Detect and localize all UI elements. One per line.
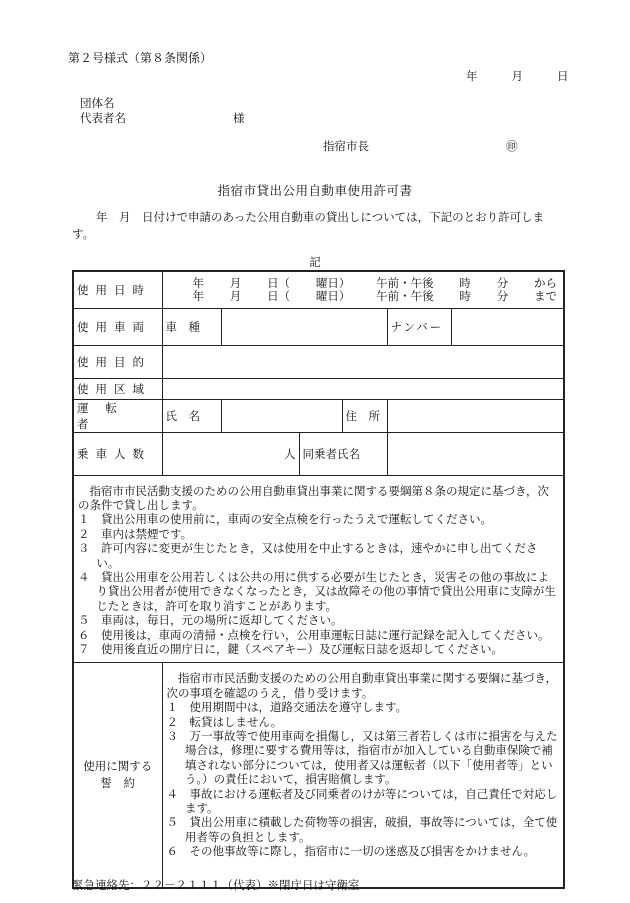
pledge-label-line1: 使用に関する (83, 759, 153, 774)
pledge-box (162, 663, 564, 888)
pledge-item: ５ 貸出公用車に積載した荷物等の損害，破損，事故等については，全て使用者等の負担とします。 (166, 815, 558, 844)
form-number: 第２号様式（第８条関係） (68, 51, 213, 65)
condition-item: ２ 車内は禁煙です。 (78, 526, 193, 541)
end-day: 日（ (267, 288, 291, 303)
pledge-item: １ 使用期間中は，道路交通法を遵守します。 (166, 700, 408, 715)
seal-mark: ㊞ (506, 139, 518, 153)
period-value[interactable] (162, 271, 564, 308)
passenger-names-field[interactable] (387, 432, 564, 475)
start-minute: 分 (496, 275, 509, 290)
row-passengers (73, 432, 564, 475)
purpose-field[interactable] (162, 345, 564, 378)
row-period (73, 271, 564, 308)
row-driver (73, 399, 564, 432)
plate-label: ナンバー (387, 308, 451, 345)
area-label: 使用区域 (73, 378, 162, 399)
start-weekday: 曜日） (315, 275, 351, 290)
start-month: 月 (229, 275, 242, 290)
driver-name-field[interactable] (221, 399, 342, 432)
pledge-item: ６ その他事故等に際し，指宿市に一切の迷惑及び損害をかけません。 (166, 844, 536, 859)
vehicle-type-field[interactable] (221, 308, 387, 345)
emergency-contact: 緊急連絡先：２２－２１１１（代表）※閉庁日は守衛室 (72, 878, 360, 892)
vehicle-type-label: 車 種 (162, 308, 221, 345)
ki-heading: 記 (309, 255, 321, 269)
conditions-box (73, 475, 564, 663)
pledge-item: ３ 万一事故等で使用車両を損傷し，又は第三者若しくは市に損害を与えた場合は，修理に要する費用等は，指宿市が加入している自動車保険で補填されない部分については，使用者又は運転者（以下「使用者等」という。）の責任において，損害賠償します。 (166, 729, 558, 787)
condition-item: ５ 車両は，毎日，元の場所に返却してください。 (78, 613, 343, 628)
start-from: から (533, 275, 557, 290)
driver-label: 運転者 (73, 399, 162, 432)
driver-address-label: 住 所 (342, 399, 387, 432)
start-day: 日（ (267, 275, 291, 290)
pledge-label-line2: 誓 約 (100, 776, 135, 791)
condition-item: ４ 貸出公用車を公用若しくは公共の用に供する必要が生じたとき，災害その他の事故により貸出公用者が使用できなくなったとき，又は故障その他の事情で貸出公用車に支障が生じたときは，許可を取り消すことがあります。 (78, 569, 556, 613)
end-hour: 時 (459, 288, 471, 303)
row-area (73, 378, 564, 399)
row-pledge (73, 663, 564, 888)
org-name-label: 団体名 (80, 96, 115, 110)
start-year: 年 (192, 275, 204, 290)
end-month: 月 (229, 288, 242, 303)
plate-field[interactable] (451, 308, 564, 345)
row-purpose (73, 345, 564, 378)
row-vehicle (73, 308, 564, 345)
start-hour: 時 (459, 275, 471, 290)
honorific: 様 (233, 111, 245, 125)
pledge-label (73, 663, 162, 888)
purpose-label: 使用目的 (73, 345, 162, 378)
period-start (193, 277, 558, 290)
condition-item: ６ 使用後は，車両の清掃・点検を行い，公用車運転日誌に運行記録を記入してください。 (78, 627, 550, 642)
pledge-item: ２ 転貸はしません。 (166, 714, 283, 729)
condition-item: ７ 使用後直近の開庁日に，鍵（スペアキー）及び運転日誌を返却してください。 (78, 641, 504, 656)
end-until: まで (533, 288, 557, 303)
conditions-lead: 指宿市市民活動支援のための公用自動車貸出事業に関する要綱第８条の規定に基づき，次の条件で貸し出します。 (78, 483, 550, 512)
driver-name-label: 氏 名 (162, 399, 221, 432)
passenger-names-label: 同乗者氏名 (299, 432, 387, 475)
start-ampm: 午前・午後 (376, 275, 434, 290)
permit-table (72, 270, 565, 889)
passenger-count-label: 乗車人数 (73, 432, 162, 475)
date-day: 日 (557, 69, 569, 83)
issuer: 指宿市長 (323, 139, 369, 153)
vehicle-label: 使用車両 (73, 308, 162, 345)
pledge-lead: 指宿市市民活動支援のための公用自動車貸出事業に関する要綱に基づき，次の事項を確認のうえ，借り受けます。 (166, 671, 558, 700)
document-title: 指宿市貸出公用自動車使用許可書 (217, 183, 413, 198)
intro-text: 年 月 日付けで申請のあった公用自動車の貸出しについては，下記のとおり許可します。 (72, 210, 545, 241)
date-month: 月 (511, 69, 523, 83)
condition-item: ３ 許可内容に変更が生じたとき，又は使用を中止するときは，速やかに申し出てください。 (78, 541, 538, 570)
passenger-count-field[interactable] (162, 432, 299, 475)
person-unit: 人 (284, 446, 296, 461)
end-weekday: 曜日） (315, 288, 351, 303)
date-year: 年 (466, 69, 478, 83)
pledge-item: ４ 事故における運転者及び同乗者のけが等については，自己責任で対応します。 (166, 786, 558, 816)
condition-item: １ 貸出公用車の使用前に，車両の安全点検を行ったうえで運転してください。 (78, 512, 492, 527)
end-year: 年 (192, 288, 204, 303)
row-conditions (73, 475, 564, 663)
area-field[interactable] (162, 378, 564, 399)
issue-date (466, 68, 569, 84)
end-minute: 分 (496, 288, 509, 303)
period-end (193, 290, 558, 303)
period-label: 使用日時 (73, 271, 162, 308)
end-ampm: 午前・午後 (376, 288, 434, 303)
driver-address-field[interactable] (387, 399, 564, 432)
representative-label: 代表者名 (80, 111, 126, 125)
